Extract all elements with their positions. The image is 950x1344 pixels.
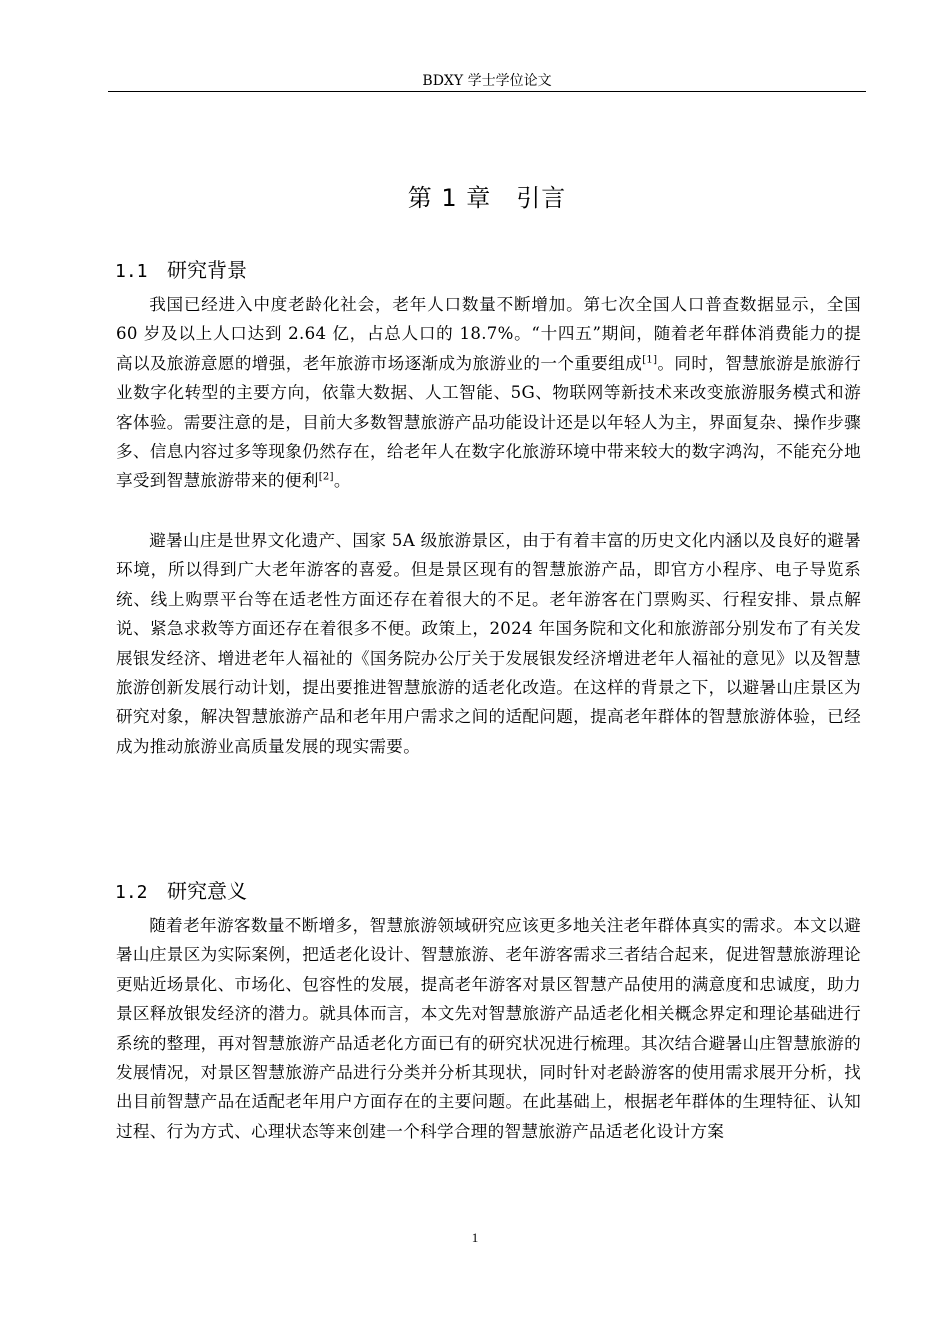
section-heading-1-1 <box>115 254 247 283</box>
header-rule <box>108 91 866 92</box>
section-title: 研究背景 <box>167 258 247 282</box>
running-header: BDXY 学士学位论文 <box>422 73 552 89</box>
section-number: 1.2 <box>115 882 148 903</box>
page-number: 1 <box>471 1230 479 1245</box>
citation-1: [1] <box>642 354 658 366</box>
paragraph-text: 我国已经进入中度老龄化社会，老年人口数量不断增加。第七次全国人口普查数据显示，全国 60 岁及以上人口达到 2.64 亿，占总人口的 18.7%。“十四五”期间，随着老年群体消费能力的提高以及旅游意愿的增强，老年旅游市场逐渐成为旅游业的一个重要组成 <box>116 295 861 373</box>
paragraph-significance: 随着老年游客数量不断增多，智慧旅游领域研究应该更多地关注老年群体真实的需求。本文以避暑山庄景区为实际案例，把适老化设计、智慧旅游、老年游客需求三者结合起来，促进智慧旅游理论更贴近场景化、市场化、包容性的发展，提高老年游客对景区智慧产品使用的满意度和忠诚度，助力景区释放银发经济的潜力。就具体而言，本文先对智慧旅游产品适老化相关概念界定和理论基础进行系统的整理，再对智慧旅游产品适老化方面已有的研究状况进行梳理。其次结合避暑山庄智慧旅游的发展情况，对景区智慧旅游产品进行分类并分析其现状，同时针对老龄游客的使用需求展开分析，找出目前智慧产品在适配老年用户方面存在的主要问题。在此基础上，根据老年群体的生理特征、认知过程、行为方式、心理状态等来创建一个科学合理的智慧旅游产品适老化设计方案 <box>116 916 861 1141</box>
section-number: 1.1 <box>115 261 148 282</box>
paragraph-text: 。 <box>333 471 351 491</box>
section-title: 研究意义 <box>167 879 247 903</box>
citation-2: [2] <box>318 471 334 483</box>
section-heading-1-2 <box>115 875 247 904</box>
chapter-title: 第 1 章 引言 <box>407 184 567 212</box>
paragraph-background-1 <box>116 290 861 496</box>
paragraph-text: 。同时，智慧旅游是旅游行业数字化转型的主要方向，依靠大数据、人工智能、5G、物联网等新技术来改变旅游服务模式和游客体验。需要注意的是，目前大多数智慧旅游产品功能设计还是以年轻人为主，界面复杂、操作步骤多、信息内容过多等现象仍然存在，给老年人在数字化旅游环境中带来较大的数字鸿沟，不能充分地享受到智慧旅游带来的便利 <box>116 353 861 491</box>
paragraph-background-2: 避暑山庄是世界文化遗产、国家 5A 级旅游景区，由于有着丰富的历史文化内涵以及良好的避暑环境，所以得到广大老年游客的喜爱。但是景区现有的智慧旅游产品，即官方小程序、电子导览系统、线上购票平台等在适老性方面还存在着很大的不足。老年游客在门票购买、行程安排、景点解说、紧急求救等方面还存在着很多不便。政策上，2024 年国务院和文化和旅游部分别发布了有关发展银发经济、增进老年人福祉的《国务院办公厅关于发展银发经济增进老年人福祉的意见》以及智慧旅游创新发展行动计划，提出要推进智慧旅游的适老化改造。在这样的背景之下，以避暑山庄景区为研究对象，解决智慧旅游产品和老年用户需求之间的适配问题，提高老年群体的智慧旅游体验，已经成为推动旅游业高质量发展的现实需要。 <box>116 531 861 756</box>
